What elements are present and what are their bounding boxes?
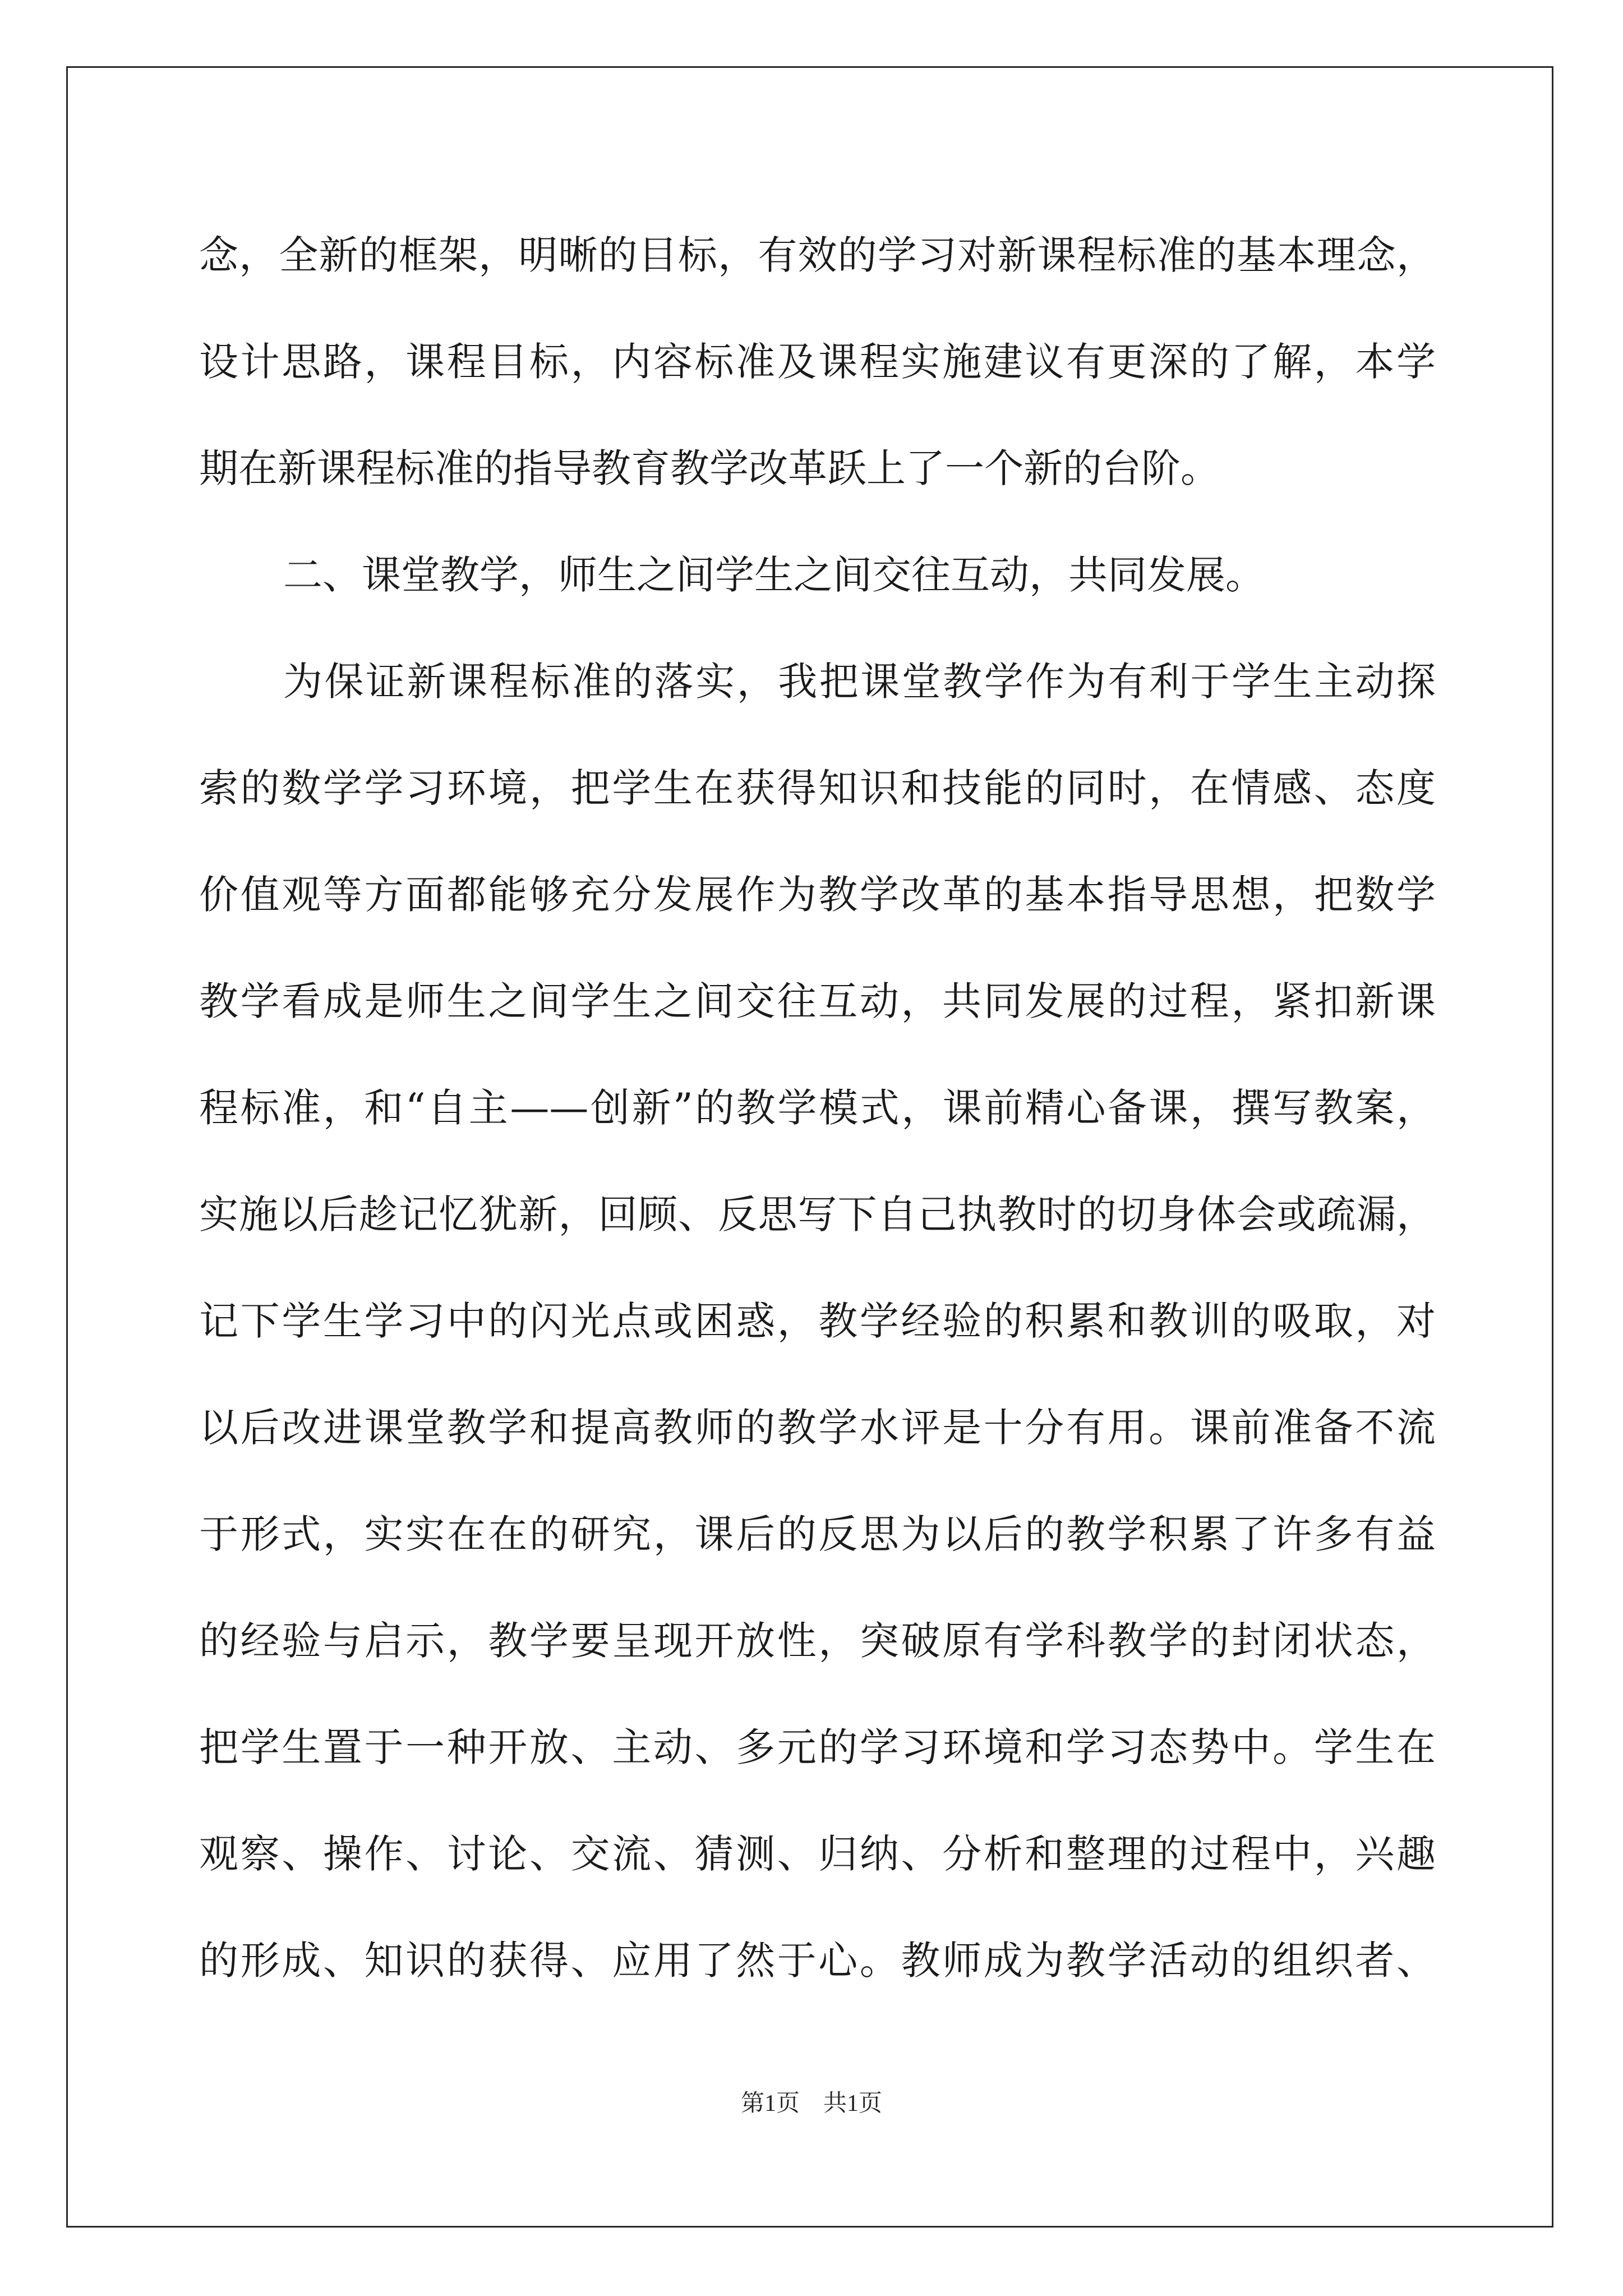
page-number: 第1页 共1页 [740, 2091, 882, 2116]
text-line: 观察、操作、讨论、交流、猜测、归纳、分析和整理的过程中，兴趣 [199, 1831, 1436, 1877]
text-line: 以后改进课堂教学和提高教师的教学水评是十分有用。课前准备不流 [199, 1405, 1436, 1451]
text-line: 念，全新的框架，明晰的目标，有效的学习对新课程标准的基本理念， [199, 232, 1436, 278]
text-line: 实施以后趁记忆犹新，回顾、反思写下自己执教时的切身体会或疏漏， [199, 1191, 1436, 1237]
text-line: 的形成、知识的获得、应用了然于心。教师成为教学活动的组织者、 [199, 1938, 1436, 1984]
text-line: 教学看成是师生之间学生之间交往互动，共同发展的过程，紧扣新课 [199, 978, 1436, 1024]
text-line: 期在新课程标准的指导教育教学改革跃上了一个新的台阶。 [199, 445, 1220, 491]
text-line: 索的数学学习环境，把学生在获得知识和技能的同时，在情感、态度 [199, 765, 1436, 811]
text-line: 的经验与启示，教学要呈现开放性，突破原有学科教学的封闭状态， [199, 1618, 1436, 1664]
text-line: 设计思路，课程目标，内容标准及课程实施建议有更深的了解，本学 [199, 339, 1436, 385]
section-heading: 二、课堂教学，师生之间学生之间交往互动，共同发展。 [283, 552, 1265, 598]
text-line: 于形式，实实在在的研究，课后的反思为以后的教学积累了许多有益 [199, 1511, 1436, 1557]
text-line: 程标准，和“自主——创新”的教学模式，课前精心备课，撰写教案， [199, 1085, 1436, 1131]
text-line: 价值观等方面都能够充分发展作为教学改革的基本指导思想，把数学 [199, 872, 1436, 918]
text-line: 为保证新课程标准的落实，我把课堂教学作为有利于学生主动探 [283, 659, 1436, 705]
text-line: 记下学生学习中的闪光点或困惑，教学经验的积累和教训的吸取，对 [199, 1298, 1436, 1344]
text-line: 把学生置于一种开放、主动、多元的学习环境和学习态势中。学生在 [199, 1724, 1436, 1770]
document-body [199, 202, 1436, 2014]
